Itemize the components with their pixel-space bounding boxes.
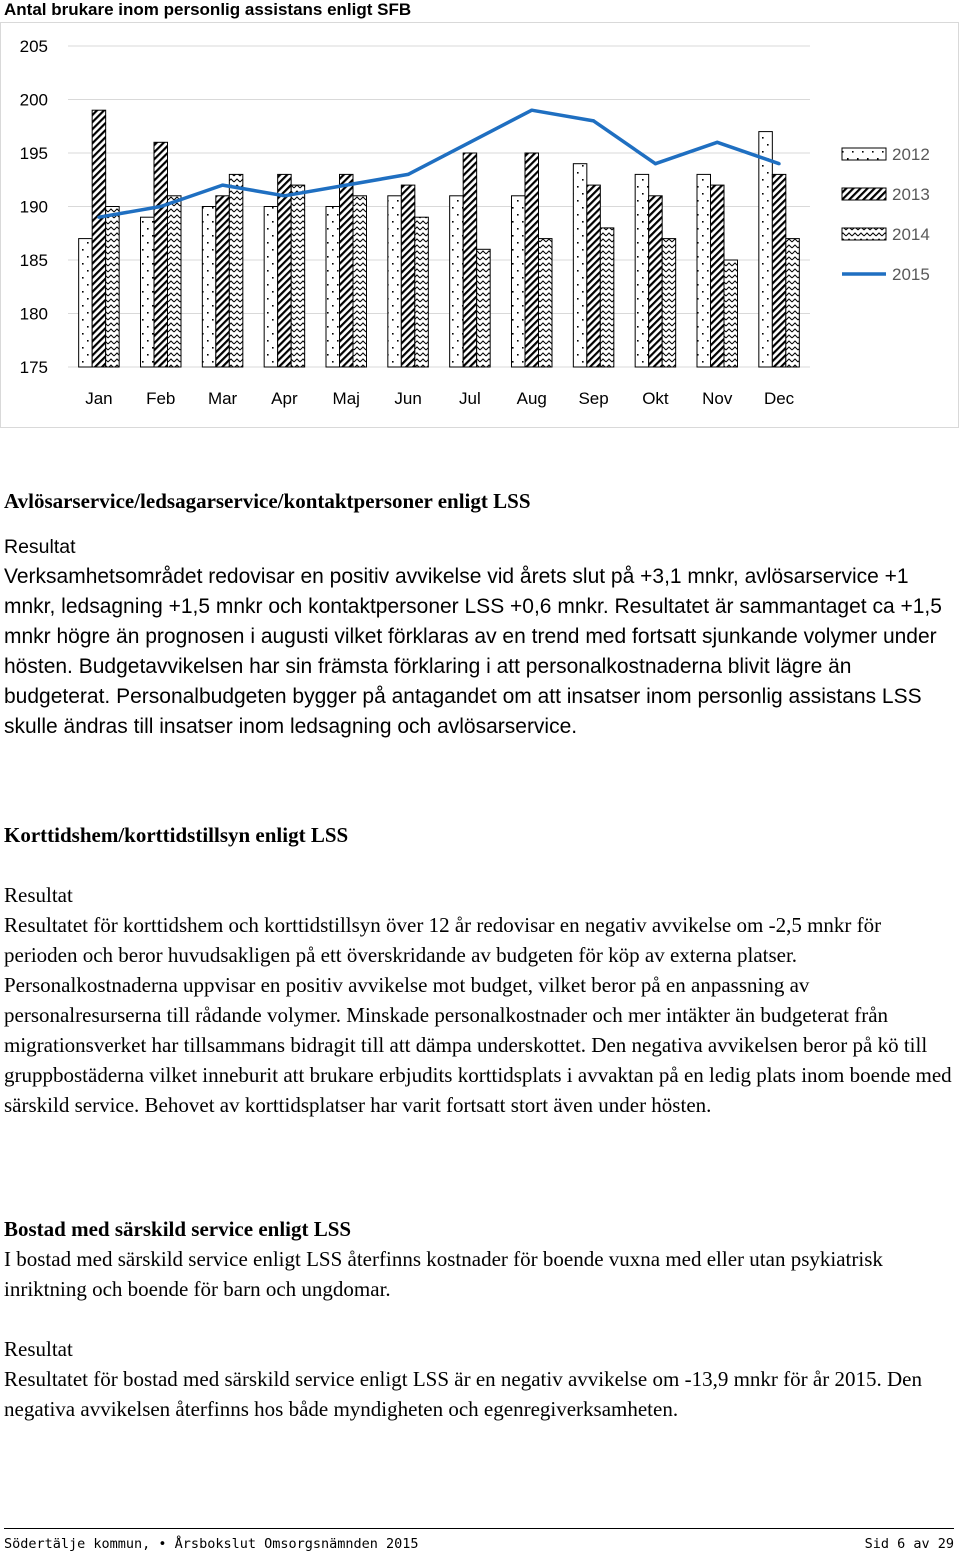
x-tick-label: Jan <box>85 389 113 408</box>
bar-2012-jul <box>450 196 464 367</box>
section-korttidshem <box>4 820 956 1120</box>
section-intro: I bostad med särskild service enligt LSS återfinns kostnader för boende vuxna med eller utan psykiatrisk inriktning och boende för barn och ungdomar. <box>4 1247 883 1301</box>
legend-label-2014: 2014 <box>892 225 930 244</box>
legend-label-2015: 2015 <box>892 265 930 284</box>
line-point-2015 <box>592 119 595 122</box>
bar-2014-sep <box>600 228 614 367</box>
line-point-2015 <box>283 194 286 197</box>
y-tick-label: 185 <box>19 251 48 270</box>
bar-2013-dec <box>772 174 786 367</box>
bar-2012-aug <box>512 196 526 367</box>
line-point-2015 <box>97 216 100 219</box>
bar-2012-maj <box>326 207 340 368</box>
page-footer <box>4 1528 954 1553</box>
line-point-2015 <box>530 109 533 112</box>
section-paragraph: Verksamhetsområdet redovisar en positiv avvikelse vid årets slut på +3,1 mnkr, avlösarservice +1 mnkr, ledsagning +1,5 mnkr och kontaktpersoner LSS +0,6 mnkr. Resultatet är sammantaget ca +1,5 mnkr högre än prognosen i augusti vilket förklaras av en trend med fortsatt sjunkande volymer under hösten. Budgetavvikelsen har sin främsta förklaring i att personalkostnaderna blivit lägre än budgeterat. Personalbudgeten bygger på antagandet om att insatser inom personlig assistans LSS skulle ändras till insatser inom ledsagning och avlösarservice. <box>4 565 942 738</box>
legend-swatch-2013 <box>842 188 886 200</box>
bar-2013-mar <box>216 196 230 367</box>
bar-2013-jul <box>463 153 477 367</box>
line-point-2015 <box>345 184 348 187</box>
footer-left: Södertälje kommun, • Årsbokslut Omsorgsnämnden 2015 <box>4 1536 419 1552</box>
chart-title: Antal brukare inom personlig assistans enligt SFB <box>4 0 412 19</box>
bar-2014-apr <box>291 185 305 367</box>
bar-2014-okt <box>662 239 676 367</box>
y-tick-label: 205 <box>19 37 48 56</box>
x-tick-label: Okt <box>642 389 669 408</box>
line-point-2015 <box>654 162 657 165</box>
x-tick-label: Nov <box>702 389 733 408</box>
line-point-2015 <box>221 184 224 187</box>
bar-2012-feb <box>141 217 155 367</box>
x-tick-label: Aug <box>516 389 547 408</box>
bar-2012-dec <box>759 132 773 367</box>
y-tick-label: 180 <box>19 304 48 324</box>
legend-label-2013: 2013 <box>892 185 930 204</box>
line-point-2015 <box>716 141 719 144</box>
x-tick-label: Jun <box>394 389 422 408</box>
section-heading: Avlösarservice/ledsagarservice/kontaktpersoner enligt LSS <box>4 489 531 513</box>
bar-2014-feb <box>168 196 182 367</box>
bar-2013-apr <box>278 174 292 367</box>
bar-chart <box>0 22 960 428</box>
bar-2014-jul <box>477 249 491 367</box>
y-tick-label: 175 <box>19 358 48 377</box>
section-bostad <box>4 1214 956 1424</box>
x-tick-label: Feb <box>146 389 176 408</box>
bar-2012-apr <box>264 207 278 368</box>
line-point-2015 <box>159 205 162 208</box>
section-heading: Korttidshem/korttidstillsyn enligt LSS <box>4 823 349 847</box>
bar-2014-jan <box>106 207 120 368</box>
bar-2013-okt <box>649 196 663 367</box>
section-paragraph: Resultatet för korttidshem och korttidstillsyn över 12 år redovisar en negativ avvikelse om -2,5 mnkr för perioden och beror huvudsakligen på ett överskridande av budgeten för köp av externa platser. Personalkostnaderna uppvisar en positiv avvikelse mot budget, vilket beror på en anpassning av personalresurserna till rådande volymer. Minskade personalkostnader och mer intäkter än budgeterat från migrationsverket har tillsammans bidragit till att dämpa underskottet. Den negativa avvikelsen beror på kö till gruppbostäderna vilket inneburit att brukare erbjudits korttidsplats i avvaktan på en ledig plats inom boende med särskild service. Behovet av korttidsplatser har varit fortsatt stort även under hösten. <box>4 913 952 1117</box>
legend-swatch-2012 <box>842 148 886 160</box>
bar-2014-aug <box>539 239 553 367</box>
x-tick-label: Sep <box>578 389 609 408</box>
section-paragraph: Resultatet för bostad med särskild service enligt LSS är en negativ avvikelse om -13,9 mnkr för år 2015. Den negativa avvikelsen återfinns hos både myndigheten och egenregiverksamheten. <box>4 1367 922 1421</box>
section-avlosarservice <box>4 486 956 742</box>
bar-2012-okt <box>635 174 649 367</box>
bar-2014-mar <box>229 174 243 367</box>
bar-2012-nov <box>697 174 711 367</box>
y-tick-label: 195 <box>19 144 48 163</box>
section-subheading: Resultat <box>4 536 76 558</box>
line-point-2015 <box>777 162 780 165</box>
x-tick-label: Mar <box>207 389 238 408</box>
line-point-2015 <box>468 141 471 144</box>
bar-2013-jan <box>92 110 106 367</box>
bar-2013-maj <box>340 174 354 367</box>
x-tick-label: Jul <box>459 389 481 408</box>
bar-2014-nov <box>724 260 738 367</box>
bar-2014-maj <box>353 196 367 367</box>
footer-page-number: Sid 6 av 29 <box>864 1536 954 1552</box>
bar-2013-feb <box>154 142 168 367</box>
y-tick-label: 190 <box>19 197 48 217</box>
section-subheading: Resultat <box>4 883 73 907</box>
bar-2014-jun <box>415 217 429 367</box>
x-tick-label: Maj <box>332 389 360 408</box>
bar-2013-sep <box>587 185 601 367</box>
x-tick-label: Apr <box>271 389 298 408</box>
bar-2012-jun <box>388 196 402 367</box>
bar-2012-sep <box>573 164 587 367</box>
bar-2014-dec <box>786 239 800 367</box>
bar-2012-mar <box>202 207 216 368</box>
bar-2013-aug <box>525 153 539 367</box>
section-subheading: Resultat <box>4 1337 73 1361</box>
legend-swatch-2014 <box>842 228 886 240</box>
bar-2012-jan <box>79 239 93 367</box>
bar-2013-nov <box>711 185 725 367</box>
x-tick-label: Dec <box>763 389 795 408</box>
bar-2013-jun <box>401 185 415 367</box>
line-point-2015 <box>406 173 409 176</box>
y-tick-label: 200 <box>19 90 48 110</box>
legend-label-2012: 2012 <box>892 145 930 164</box>
section-heading: Bostad med särskild service enligt LSS <box>4 1217 352 1241</box>
